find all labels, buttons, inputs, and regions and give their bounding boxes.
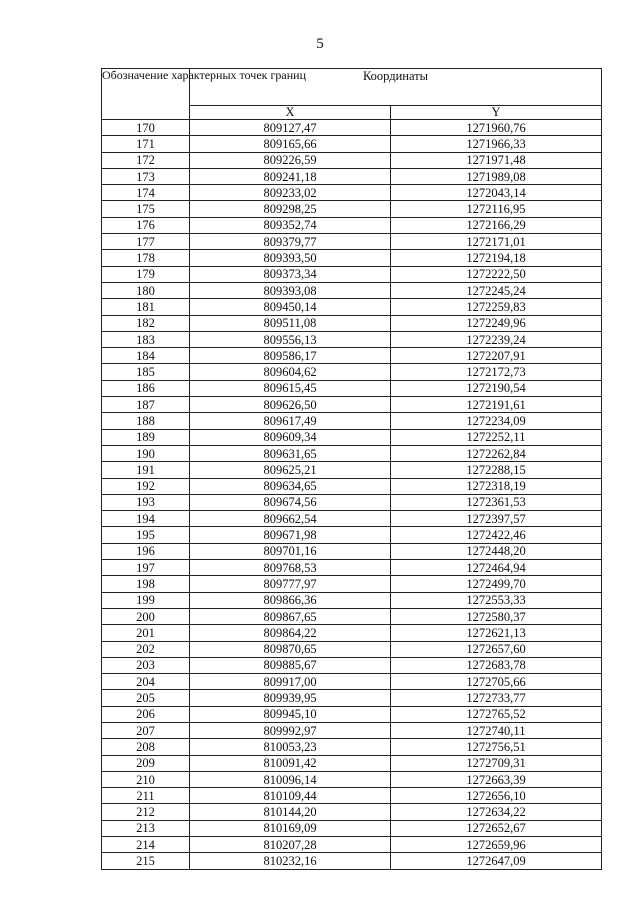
cell-x: 810169,09 (190, 820, 391, 836)
cell-y: 1272234,09 (391, 413, 602, 429)
cell-point-number: 186 (102, 380, 190, 396)
header-coordinates: Координаты (190, 69, 602, 106)
cell-x: 809165,66 (190, 136, 391, 152)
cell-y: 1272190,54 (391, 380, 602, 396)
table-row (102, 543, 602, 559)
table-row (102, 706, 602, 722)
cell-y: 1272288,15 (391, 462, 602, 478)
cell-point-number: 195 (102, 527, 190, 543)
table-row (102, 299, 602, 315)
table-row (102, 625, 602, 641)
cell-y: 1272580,37 (391, 608, 602, 624)
cell-x: 809674,56 (190, 494, 391, 510)
cell-x: 809864,22 (190, 625, 391, 641)
cell-y: 1272663,39 (391, 771, 602, 787)
cell-x: 809379,77 (190, 234, 391, 250)
cell-x: 809992,97 (190, 722, 391, 738)
cell-y: 1272245,24 (391, 282, 602, 298)
cell-point-number: 206 (102, 706, 190, 722)
cell-x: 809939,95 (190, 690, 391, 706)
cell-y: 1272621,13 (391, 625, 602, 641)
table-row (102, 641, 602, 657)
cell-point-number: 207 (102, 722, 190, 738)
cell-point-number: 185 (102, 364, 190, 380)
cell-y: 1272499,70 (391, 576, 602, 592)
cell-x: 809917,00 (190, 674, 391, 690)
cell-y: 1271989,08 (391, 168, 602, 184)
table-row (102, 429, 602, 445)
cell-x: 810096,14 (190, 771, 391, 787)
cell-x: 810091,42 (190, 755, 391, 771)
cell-y: 1272116,95 (391, 201, 602, 217)
table-row (102, 331, 602, 347)
cell-x: 809127,47 (190, 120, 391, 136)
cell-point-number: 214 (102, 837, 190, 853)
table-row (102, 820, 602, 836)
cell-y: 1272171,01 (391, 234, 602, 250)
cell-point-number: 187 (102, 397, 190, 413)
cell-y: 1272318,19 (391, 478, 602, 494)
cell-y: 1272733,77 (391, 690, 602, 706)
cell-x: 810053,23 (190, 739, 391, 755)
cell-x: 809393,50 (190, 250, 391, 266)
cell-y: 1272166,29 (391, 217, 602, 233)
cell-x: 810144,20 (190, 804, 391, 820)
cell-point-number: 184 (102, 348, 190, 364)
cell-x: 809945,10 (190, 706, 391, 722)
cell-point-number: 176 (102, 217, 190, 233)
table-row (102, 462, 602, 478)
cell-point-number: 203 (102, 657, 190, 673)
table-row (102, 185, 602, 201)
cell-x: 809373,34 (190, 266, 391, 282)
table-row (102, 739, 602, 755)
cell-point-number: 189 (102, 429, 190, 445)
table-row (102, 527, 602, 543)
cell-y: 1272422,46 (391, 527, 602, 543)
cell-x: 809867,65 (190, 608, 391, 624)
header-x: X (190, 106, 391, 120)
cell-point-number: 181 (102, 299, 190, 315)
cell-point-number: 182 (102, 315, 190, 331)
cell-x: 809609,34 (190, 429, 391, 445)
cell-y: 1271971,48 (391, 152, 602, 168)
cell-x: 809662,54 (190, 511, 391, 527)
cell-point-number: 192 (102, 478, 190, 494)
cell-y: 1272361,53 (391, 494, 602, 510)
table-row (102, 560, 602, 576)
cell-y: 1272262,84 (391, 445, 602, 461)
cell-x: 809631,65 (190, 445, 391, 461)
cell-point-number: 196 (102, 543, 190, 559)
cell-point-number: 172 (102, 152, 190, 168)
cell-x: 809777,97 (190, 576, 391, 592)
table-row (102, 804, 602, 820)
cell-x: 810109,44 (190, 788, 391, 804)
cell-y: 1272659,96 (391, 837, 602, 853)
cell-x: 809768,53 (190, 560, 391, 576)
cell-point-number: 180 (102, 282, 190, 298)
cell-point-number: 178 (102, 250, 190, 266)
cell-y: 1272194,18 (391, 250, 602, 266)
cell-x: 809885,67 (190, 657, 391, 673)
page-number: 5 (316, 36, 324, 52)
cell-y: 1272043,14 (391, 185, 602, 201)
table-row (102, 234, 602, 250)
cell-x: 809298,25 (190, 201, 391, 217)
cell-y: 1272740,11 (391, 722, 602, 738)
cell-point-number: 190 (102, 445, 190, 461)
cell-x: 809671,98 (190, 527, 391, 543)
cell-y: 1272464,94 (391, 560, 602, 576)
cell-x: 809870,65 (190, 641, 391, 657)
cell-y: 1272448,20 (391, 543, 602, 559)
table-row (102, 837, 602, 853)
cell-point-number: 200 (102, 608, 190, 624)
table-row (102, 771, 602, 787)
table-row (102, 788, 602, 804)
cell-x: 809617,49 (190, 413, 391, 429)
cell-y: 1272683,78 (391, 657, 602, 673)
cell-point-number: 183 (102, 331, 190, 347)
cell-point-number: 202 (102, 641, 190, 657)
cell-y: 1272756,51 (391, 739, 602, 755)
cell-y: 1272249,96 (391, 315, 602, 331)
table-row (102, 120, 602, 136)
cell-point-number: 210 (102, 771, 190, 787)
cell-point-number: 173 (102, 168, 190, 184)
table-row (102, 690, 602, 706)
cell-x: 809586,17 (190, 348, 391, 364)
cell-point-number: 175 (102, 201, 190, 217)
table-row (102, 315, 602, 331)
cell-point-number: 170 (102, 120, 190, 136)
cell-x: 809866,36 (190, 592, 391, 608)
cell-y: 1272634,22 (391, 804, 602, 820)
cell-point-number: 171 (102, 136, 190, 152)
cell-point-number: 197 (102, 560, 190, 576)
cell-y: 1272657,60 (391, 641, 602, 657)
table-row (102, 608, 602, 624)
cell-y: 1272709,31 (391, 755, 602, 771)
cell-x: 809625,21 (190, 462, 391, 478)
cell-x: 810207,28 (190, 837, 391, 853)
cell-point-number: 177 (102, 234, 190, 250)
cell-point-number: 201 (102, 625, 190, 641)
header-point-designation: Обозначение характерных точек границ (102, 69, 190, 120)
table-row (102, 511, 602, 527)
table-row (102, 217, 602, 233)
cell-x: 809352,74 (190, 217, 391, 233)
cell-x: 809226,59 (190, 152, 391, 168)
table-row (102, 674, 602, 690)
cell-y: 1272656,10 (391, 788, 602, 804)
cell-y: 1272207,91 (391, 348, 602, 364)
table-row (102, 576, 602, 592)
table-body (102, 120, 602, 870)
cell-x: 809556,13 (190, 331, 391, 347)
cell-point-number: 199 (102, 592, 190, 608)
table-row (102, 755, 602, 771)
cell-x: 809450,14 (190, 299, 391, 315)
cell-y: 1272222,50 (391, 266, 602, 282)
cell-x: 809615,45 (190, 380, 391, 396)
cell-point-number: 204 (102, 674, 190, 690)
cell-y: 1272765,52 (391, 706, 602, 722)
table-row (102, 201, 602, 217)
cell-y: 1271966,33 (391, 136, 602, 152)
table-row (102, 657, 602, 673)
table-row (102, 282, 602, 298)
cell-point-number: 198 (102, 576, 190, 592)
table-row (102, 250, 602, 266)
cell-y: 1272191,61 (391, 397, 602, 413)
cell-point-number: 211 (102, 788, 190, 804)
table-row (102, 364, 602, 380)
cell-point-number: 212 (102, 804, 190, 820)
cell-point-number: 205 (102, 690, 190, 706)
cell-x: 809626,50 (190, 397, 391, 413)
cell-x: 809701,16 (190, 543, 391, 559)
table-row (102, 853, 602, 869)
cell-y: 1272397,57 (391, 511, 602, 527)
table-row (102, 722, 602, 738)
table-row (102, 168, 602, 184)
cell-point-number: 215 (102, 853, 190, 869)
cell-x: 809511,08 (190, 315, 391, 331)
table-row (102, 445, 602, 461)
cell-y: 1272172,73 (391, 364, 602, 380)
cell-point-number: 188 (102, 413, 190, 429)
cell-y: 1272652,67 (391, 820, 602, 836)
coordinates-table (101, 68, 602, 870)
header-y: Y (391, 106, 602, 120)
cell-point-number: 174 (102, 185, 190, 201)
cell-x: 809634,65 (190, 478, 391, 494)
cell-y: 1272259,83 (391, 299, 602, 315)
table-row (102, 380, 602, 396)
table-row (102, 478, 602, 494)
cell-point-number: 191 (102, 462, 190, 478)
cell-y: 1272252,11 (391, 429, 602, 445)
cell-y: 1272705,66 (391, 674, 602, 690)
cell-point-number: 193 (102, 494, 190, 510)
table-row (102, 592, 602, 608)
table-row (102, 266, 602, 282)
table-row (102, 494, 602, 510)
cell-point-number: 213 (102, 820, 190, 836)
cell-x: 809241,18 (190, 168, 391, 184)
table-row (102, 348, 602, 364)
table-row (102, 136, 602, 152)
cell-y: 1272553,33 (391, 592, 602, 608)
cell-x: 809393,08 (190, 282, 391, 298)
cell-x: 810232,16 (190, 853, 391, 869)
cell-y: 1271960,76 (391, 120, 602, 136)
cell-x: 809233,02 (190, 185, 391, 201)
cell-point-number: 179 (102, 266, 190, 282)
cell-point-number: 208 (102, 739, 190, 755)
cell-x: 809604,62 (190, 364, 391, 380)
cell-point-number: 209 (102, 755, 190, 771)
cell-y: 1272647,09 (391, 853, 602, 869)
table-row (102, 397, 602, 413)
cell-point-number: 194 (102, 511, 190, 527)
cell-y: 1272239,24 (391, 331, 602, 347)
table-row (102, 152, 602, 168)
table-row (102, 413, 602, 429)
